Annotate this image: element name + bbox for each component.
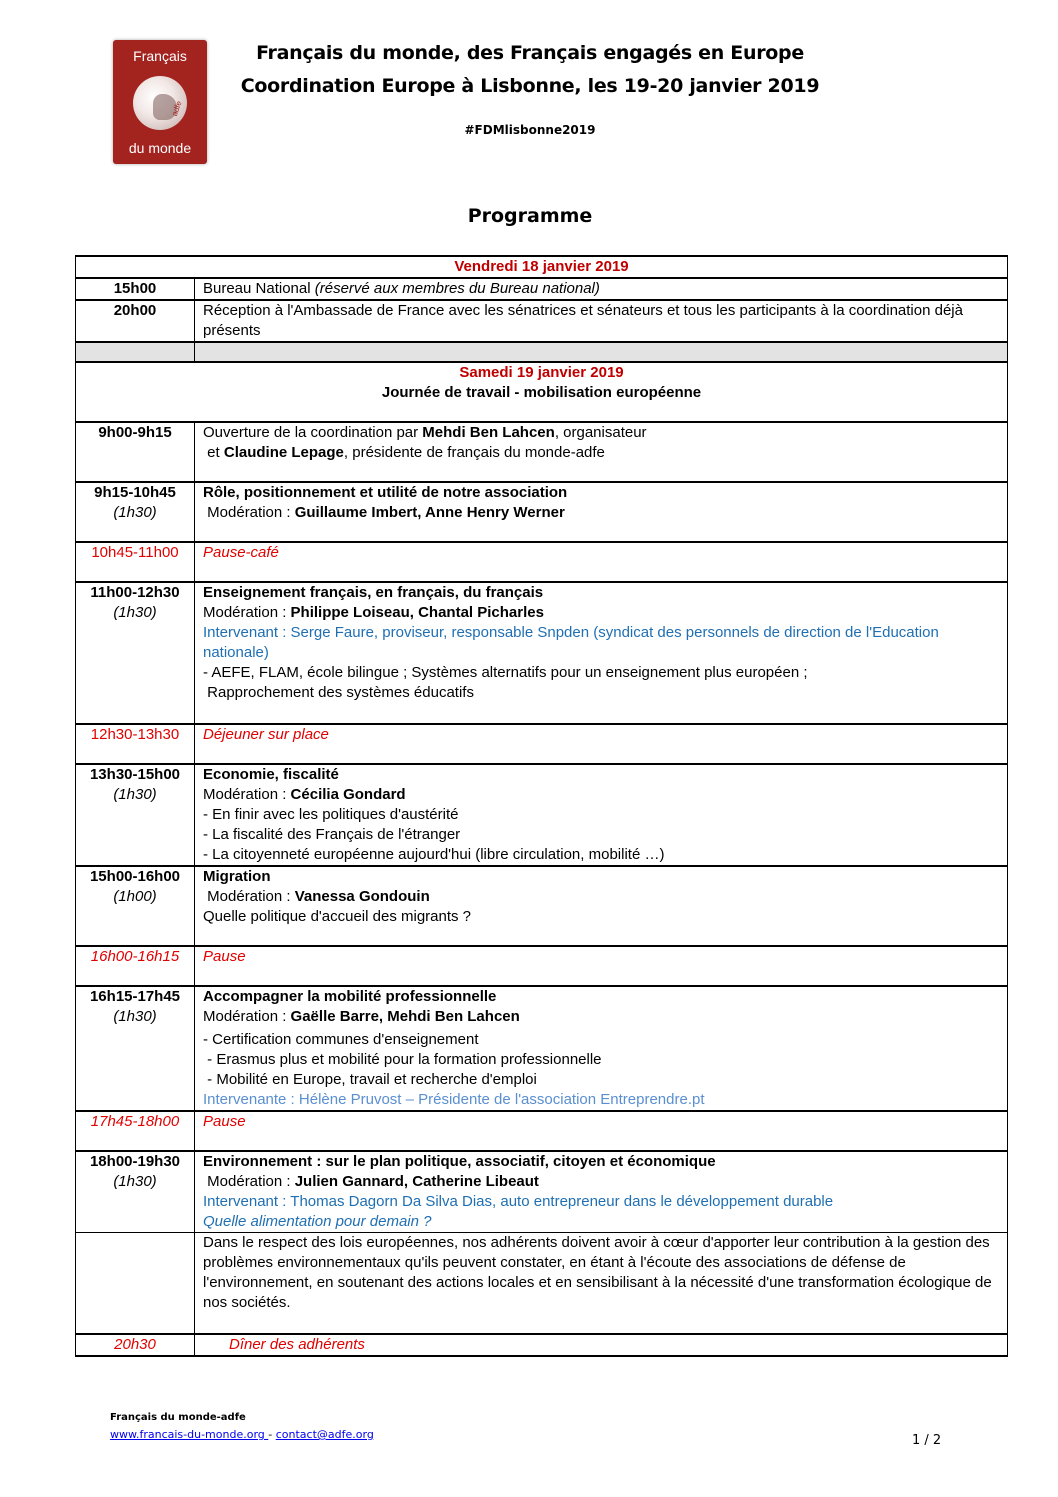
time-cell: 17h45-18h00 [76,1111,195,1151]
time-cell: 20h30 [76,1334,195,1356]
break-label: Pause [195,946,1008,986]
speaker-line: Intervenant : Serge Faure, proviseur, responsable Snpden (syndicat des personnels de direction de l'Education nationale) [203,624,939,661]
event-cell [195,1151,1008,1233]
table-row [76,482,1008,542]
text: Ouverture de la coordination par [203,424,423,441]
moderation-line [203,603,999,623]
table-row [76,724,1008,764]
event-note: (réservé aux membres du Bureau national) [314,280,600,297]
text: , présidente de français du monde-adfe [343,444,605,461]
email-link[interactable]: contact@adfe.org [275,1428,374,1441]
session-duration: (1h30) [113,1008,157,1025]
empty-cell [195,342,1008,362]
question-line: Quelle politique d'accueil des migrants ? [203,908,472,925]
topic-line: Rapprochement des systèmes éducatifs [203,684,474,701]
topic-line: - La citoyenneté européenne aujourd'hui (libre circulation, mobilité …) [203,846,665,863]
table-row [76,542,1008,582]
moderator-names: Gaëlle Barre, Mehdi Ben Lahcen [290,1008,520,1025]
person-name: Mehdi Ben Lahcen [422,424,555,441]
moderation-line [203,1007,999,1027]
table-row [76,1111,1008,1151]
moderator-names: Julien Gannard, Catherine Libeaut [294,1173,539,1190]
time-cell [76,764,195,866]
time-cell [76,482,195,542]
event-text: Bureau National [203,280,315,297]
empty-cell [76,1233,195,1335]
footer-organisation: Français du monde-adfe [110,1412,246,1423]
session-title: Rôle, positionnement et utilité de notre association [203,484,568,501]
time-cell: 20h00 [76,300,195,342]
speaker-line: Intervenante : Hélène Pruvost – Présidente de l'association Entreprendre.pt [203,1091,705,1108]
moderator-names: Guillaume Imbert, Anne Henry Werner [294,504,565,521]
session-title: Migration [203,868,271,885]
time-cell [76,866,195,946]
event-cell [195,986,1008,1111]
moderation-label: Modération : [203,504,295,521]
empty-cell [76,342,195,362]
topic-line: - Mobilité en Europe, travail et recherche d'emploi [203,1071,537,1088]
opening-line1 [203,423,999,443]
table-row [76,764,1008,866]
session-time: 16h15-17h45 [89,988,181,1005]
time-cell: 16h00-16h15 [76,946,195,986]
session-duration: (1h00) [113,888,157,905]
session-duration: (1h30) [113,786,157,803]
topic-line: - La fiscalité des Français de l'étranger [203,826,461,843]
time-cell: 9h00-9h15 [76,422,195,482]
moderation-line [203,1172,999,1192]
day-heading-saturday-cell [76,362,1008,422]
globe-icon [133,76,187,130]
moderator-names: Cécilia Gondard [290,786,406,803]
table-row [76,1151,1008,1233]
logo [113,40,207,164]
moderation-label: Modération : [203,1173,295,1190]
time-cell [76,986,195,1111]
topic-line: - Erasmus plus et mobilité pour la formation professionnelle [203,1051,602,1068]
table-row [76,986,1008,1111]
moderation-label: Modération : [203,1008,291,1025]
moderation-label: Modération : [203,888,295,905]
moderator-names: Philippe Loiseau, Chantal Picharles [290,604,544,621]
session-title: Economie, fiscalité [203,766,339,783]
topic-line: - En finir avec les politiques d'austérité [203,806,459,823]
logo-badge: adfe [170,99,185,118]
moderator-names: Vanessa Gondouin [294,888,430,905]
website-link[interactable]: www.francais-du-monde.org [110,1428,269,1441]
moderation-line [203,887,999,907]
document-title-line2: Coordination Europe à Lisbonne, les 19-20 janvier 2019 [240,75,820,97]
event-cell [195,278,1008,300]
session-duration: (1h30) [113,504,157,521]
session-time: 18h00-19h30 [89,1153,181,1170]
opening-line2 [203,443,999,463]
moderation-label: Modération : [203,604,291,621]
session-duration: (1h30) [113,1173,157,1190]
session-title: Environnement : sur le plan politique, associatif, citoyen et économique [203,1153,716,1170]
session-title: Enseignement français, en français, du français [203,584,544,601]
event-cell [195,582,1008,724]
day-heading-row [76,256,1008,278]
paragraph-cell: Dans le respect des lois européennes, nos adhérents doivent avoir à cœur d'apporter leur contribution à la gestion des problèmes environnementaux qu'ils peuvent constater, en étant à l'écoute des associations de défense de l'environnement, en soutenant des actions locales et en sensibilisant à la nécessité d'une transformation écologique de nos sociétés. [195,1233,1008,1335]
session-time: 13h30-15h00 [89,766,181,783]
table-row [76,582,1008,724]
page-number: 1 / 2 [912,1433,942,1448]
table-row [76,300,1008,342]
logo-text-top: Français [133,48,187,64]
moderation-line [203,785,999,805]
session-duration: (1h30) [113,604,157,621]
event-cell: Réception à l'Ambassade de France avec les sénatrices et sénateurs et tous les participants à la coordination déjà présents [195,300,1008,342]
event-cell [195,422,1008,482]
person-name: Claudine Lepage [223,444,344,461]
separator-row [76,342,1008,362]
break-label: Pause [195,1111,1008,1151]
day-heading-saturday: Samedi 19 janvier 2019 [459,364,624,381]
hashtag: #FDMlisbonne2019 [464,123,596,137]
table-row [76,1334,1008,1356]
time-cell [76,1151,195,1233]
dinner-label: Dîner des adhérents [195,1334,1008,1356]
table-row [76,946,1008,986]
table-row [76,866,1008,946]
footer-separator: - [268,1428,276,1441]
moderation-line [203,503,999,523]
topic-line: - AEFE, FLAM, école bilingue ; Systèmes alternatifs pour un enseignement plus européen ; [203,664,808,681]
session-time: 9h15-10h45 [94,484,176,501]
table-row [76,1233,1008,1335]
text: , organisateur [554,424,647,441]
topic-line: - Certification communes d'enseignement [203,1031,479,1048]
programme-table [75,255,1008,1357]
event-cell [195,482,1008,542]
document-title-line1: Français du monde, des Français engagés en Europe [256,42,804,64]
time-cell [76,582,195,724]
text: et [203,444,224,461]
table-row [76,278,1008,300]
day-heading-row [76,362,1008,422]
logo-text-bottom: du monde [128,140,192,156]
break-label: Déjeuner sur place [195,724,1008,764]
time-cell: 15h00 [76,278,195,300]
speaker-line: Intervenant : Thomas Dagorn Da Silva Dias, auto entrepreneur dans le développement durable [203,1193,834,1210]
time-cell: 10h45-11h00 [76,542,195,582]
event-cell [195,866,1008,946]
break-label: Pause-café [195,542,1008,582]
moderation-label: Modération : [203,786,291,803]
day-heading-friday: Vendredi 18 janvier 2019 [76,256,1008,278]
session-time: 11h00-12h30 [90,584,180,601]
session-time: 15h00-16h00 [89,868,181,885]
programme-title: Programme [467,205,593,227]
footer-links [110,1428,374,1441]
event-cell [195,764,1008,866]
day-subheading: Journée de travail - mobilisation européenne [381,384,702,401]
time-cell: 12h30-13h30 [76,724,195,764]
question-line: Quelle alimentation pour demain ? [203,1213,432,1230]
table-row [76,422,1008,482]
session-title: Accompagner la mobilité professionnelle [203,988,497,1005]
